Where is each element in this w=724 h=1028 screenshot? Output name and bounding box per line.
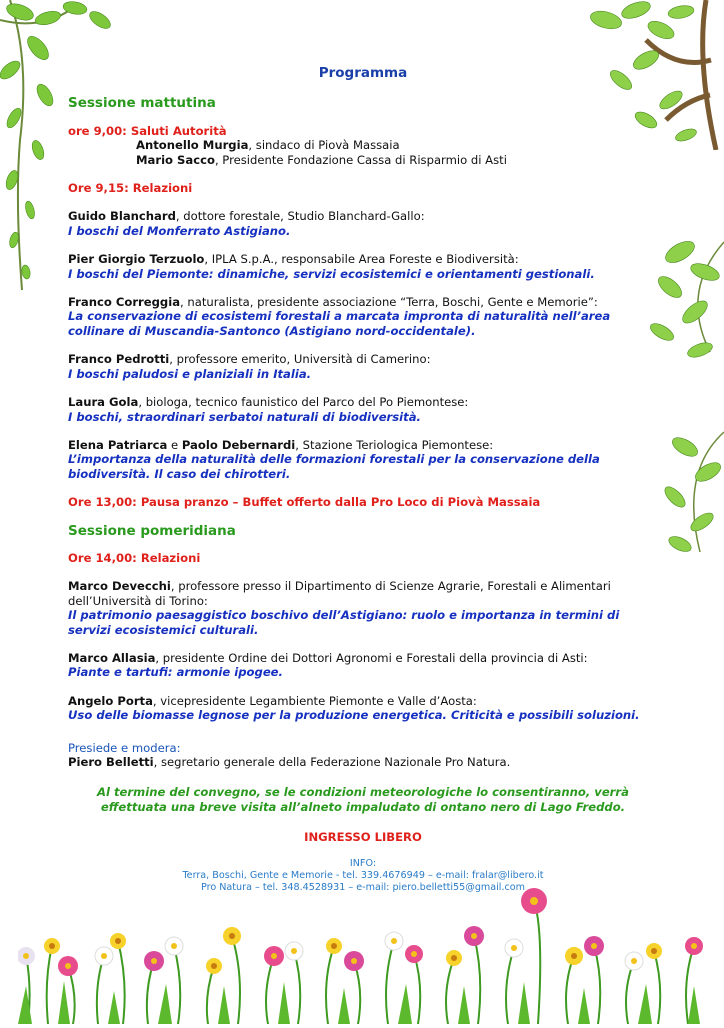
talk-item bbox=[68, 209, 658, 238]
talk-item bbox=[68, 252, 658, 281]
speaker-joiner: e bbox=[167, 437, 182, 452]
speaker-name: Guido Blanchard bbox=[68, 209, 176, 224]
speaker-name: Pier Giorgio Terzuolo bbox=[68, 252, 205, 267]
speaker-name: Franco Correggia bbox=[68, 295, 181, 310]
person-role: , sindaco di Piovà Massaia bbox=[248, 138, 400, 153]
speaker-name-2: Paolo Debernardi bbox=[181, 437, 296, 452]
speaker-role: , vicepresidente Legambiente Piemonte e Valle d’Aosta: bbox=[152, 693, 477, 708]
speaker-name: Laura Gola bbox=[68, 395, 139, 410]
morning-talks-time-slot: Ore 9,15: Relazioni bbox=[68, 181, 193, 196]
free-entry-notice: INGRESSO LIBERO bbox=[304, 830, 422, 845]
speaker-role: , biologa, tecnico faunistico del Parco del Po Piemontese: bbox=[138, 395, 469, 410]
speaker-role: , IPLA S.p.A., responsabile Area Foreste e Biodiversità: bbox=[204, 252, 519, 267]
person-role: , Presidente Fondazione Cassa di Risparmio di Asti bbox=[214, 152, 507, 167]
person-name: Antonello Murgia bbox=[136, 138, 249, 153]
talk-item bbox=[68, 694, 658, 723]
info-label: INFO: bbox=[349, 857, 377, 869]
info-line-terra-boschi: Terra, Boschi, Gente e Memorie - tel. 339.4676949 – e-mail: fralar@libero.it bbox=[182, 869, 544, 881]
talk-title: I boschi, straordinari serbatoi naturali di biodiversità. bbox=[68, 409, 421, 424]
person-name: Mario Sacco bbox=[136, 152, 215, 167]
flower-meadow-illustration bbox=[18, 886, 708, 1024]
talk-title: La conservazione di ecosistemi forestali a marcata impronta di naturalità nell’area collinare di Muscandia-Santonco (Astigiano nord-occidentale). bbox=[68, 309, 611, 338]
talk-title: Uso delle biomasse legnose per la produzione energetica. Criticità e possibili soluzioni. bbox=[68, 708, 640, 723]
talk-title: Il patrimonio paesaggistico boschivo dell’Astigiano: ruolo e importanza in termini di servizi ecosistemici culturali. bbox=[68, 608, 620, 637]
greeting-time-slot: ore 9,00: Saluti Autorità bbox=[68, 123, 227, 138]
talk-title: I boschi del Piemonte: dinamiche, servizi ecosistemici e orientamenti gestionali. bbox=[68, 266, 595, 281]
flower-meadow-graphic bbox=[18, 886, 708, 1024]
afternoon-talks-time-slot: Ore 14,00: Relazioni bbox=[68, 550, 201, 565]
talk-title: L’importanza della naturalità delle formazioni forestali per la conservazione della biodiversità. Il caso dei chirotteri. bbox=[68, 452, 600, 481]
moderator-name: Piero Belletti bbox=[68, 755, 154, 769]
speaker-role: , professore emerito, Università di Camerino: bbox=[169, 352, 431, 367]
speaker-name: Marco Devecchi bbox=[68, 579, 171, 594]
speaker-name: Elena Patriarca bbox=[68, 437, 168, 452]
talk-item bbox=[68, 295, 658, 338]
greeting-person bbox=[68, 153, 658, 167]
talk-item bbox=[68, 438, 658, 481]
talk-item bbox=[68, 651, 658, 680]
moderator-role: , segretario generale della Federazione Nazionale Pro Natura. bbox=[153, 755, 511, 769]
speaker-role: , Stazione Teriologica Piemontese: bbox=[295, 437, 494, 452]
talk-title: I boschi paludosi e planiziali in Italia. bbox=[68, 366, 312, 381]
page-title: Programma bbox=[318, 65, 408, 81]
speaker-role: , dottore forestale, Studio Blanchard-Gallo: bbox=[175, 209, 425, 224]
speaker-role: , professore presso il Dipartimento di Scienze Agrarie, Forestali e Alimentari dell’Università di Torino: bbox=[68, 579, 611, 608]
speaker-role: , naturalista, presidente associazione “Terra, Boschi, Gente e Memorie”: bbox=[180, 295, 598, 310]
speaker-name: Franco Pedrotti bbox=[68, 352, 170, 367]
talk-item bbox=[68, 352, 658, 381]
afternoon-session-heading: Sessione pomeridiana bbox=[68, 522, 236, 539]
talk-item bbox=[68, 395, 658, 424]
moderator-block bbox=[68, 741, 658, 770]
morning-session-heading: Sessione mattutina bbox=[68, 95, 216, 112]
talk-title: I boschi del Monferrato Astigiano. bbox=[68, 223, 291, 238]
closing-note: Al termine del convegno, se le condizioni meteorologiche lo consentiranno, verrà effettuata una breve visita all’alneto impaludato di ontano nero di Lago Freddo. bbox=[97, 785, 629, 814]
talk-title: Piante e tartufi: armonie ipogee. bbox=[68, 665, 283, 680]
speaker-role: , presidente Ordine dei Dottori Agronomi e Forestali della provincia di Asti: bbox=[155, 650, 588, 665]
moderator-label: Presiede e modera: bbox=[68, 740, 181, 755]
talk-item bbox=[68, 579, 658, 637]
programme-content bbox=[68, 66, 658, 894]
speaker-name: Marco Allasia bbox=[68, 650, 156, 665]
lunch-break-slot: Ore 13,00: Pausa pranzo – Buffet offerto dalla Pro Loco di Piovà Massaia bbox=[68, 495, 541, 510]
speaker-name: Angelo Porta bbox=[68, 693, 153, 708]
info-line-pro-natura: Pro Natura – tel. 348.4528931 – e-mail: piero.belletti55@gmail.com bbox=[200, 881, 526, 893]
greeting-person bbox=[68, 138, 658, 152]
